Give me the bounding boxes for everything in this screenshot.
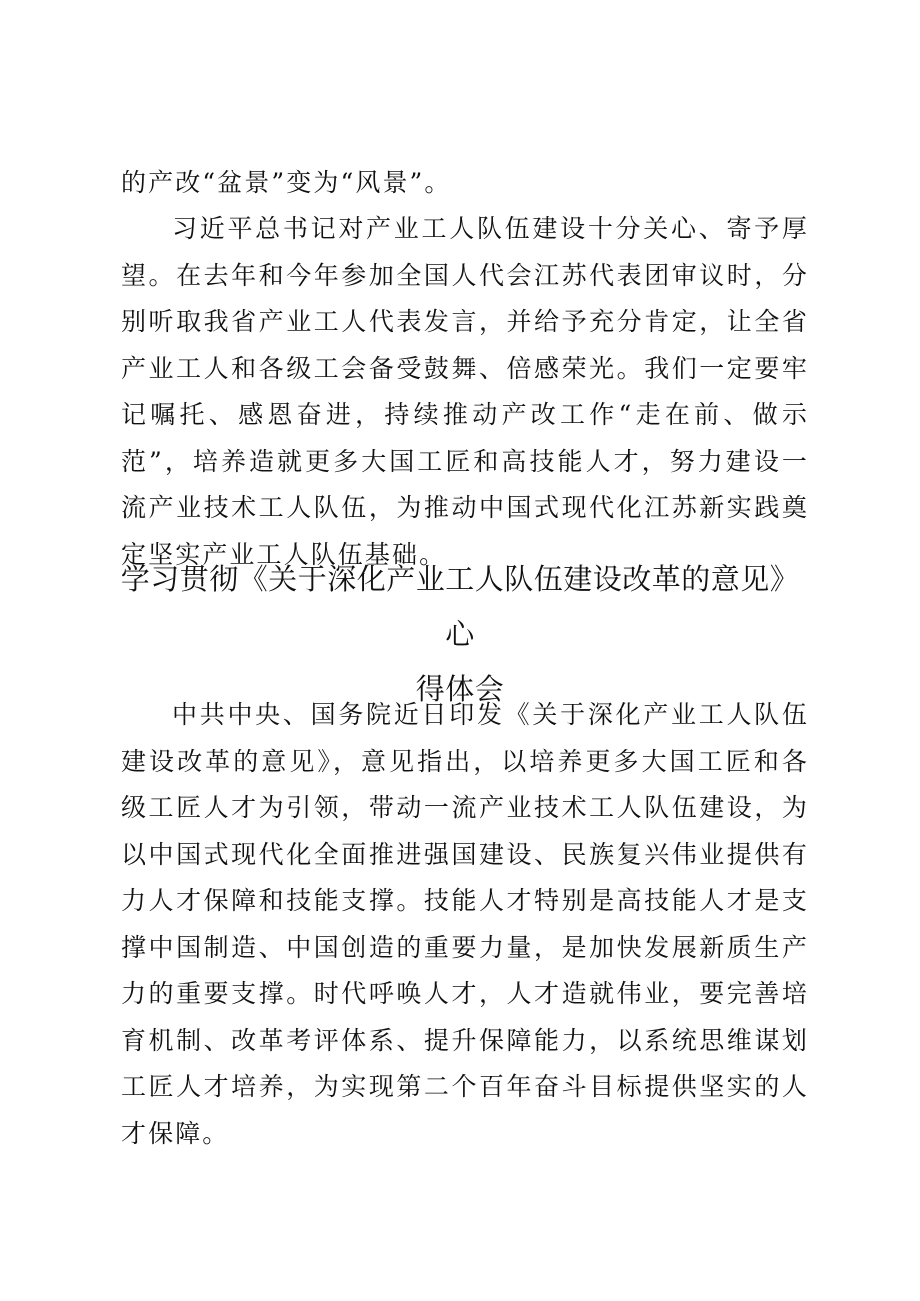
body-paragraph-opinion: 中共中央、国务院近日印发《关于深化产业工人队伍建设改革的意见》，意见指出，以培养更多大国工匠和各级工匠人才为引领，带动一流产业技术工人队伍建设，为以中国式现代化全面推进强国建设、民族复兴伟业提供有力人才保障和技能支撑。技能人才特别是高技能人才是支撑中国制造、中国创造的重要力量，是加快发展新质生产力的重要支撑。时代呼唤人才，人才造就伟业，要完善培育机制、改革考评体系、提升保障能力，以系统思维谋划工匠人才培养，为实现第二个百年奋斗目标提供坚实的人才保障。	[121, 700, 809, 1148]
article-title-line-2: 得体会	[415, 672, 505, 706]
continuation-paragraph: 的产改“盆景”变为“风景”。	[121, 168, 452, 197]
body-paragraph-xi-concern: 习近平总书记对产业工人队伍建设十分关心、寄予厚望。在去年和今年参加全国人代会江苏代表团审议时，分别听取我省产业工人代表发言，并给予充分肯定，让全省产业工人和各级工会备受鼓舞、倍感荣光。我们一定要牢记嘱托、感恩奋进，持续推动产改工作“走在前、做示范”，培养造就更多大国工匠和高技能人才，努力建设一流产业技术工人队伍，为推动中国式现代化江苏新实践奠定坚实产业工人队伍基础。	[121, 214, 809, 569]
article-title-line-1: 学习贯彻《关于深化产业工人队伍建设改革的意见》心	[120, 562, 800, 651]
